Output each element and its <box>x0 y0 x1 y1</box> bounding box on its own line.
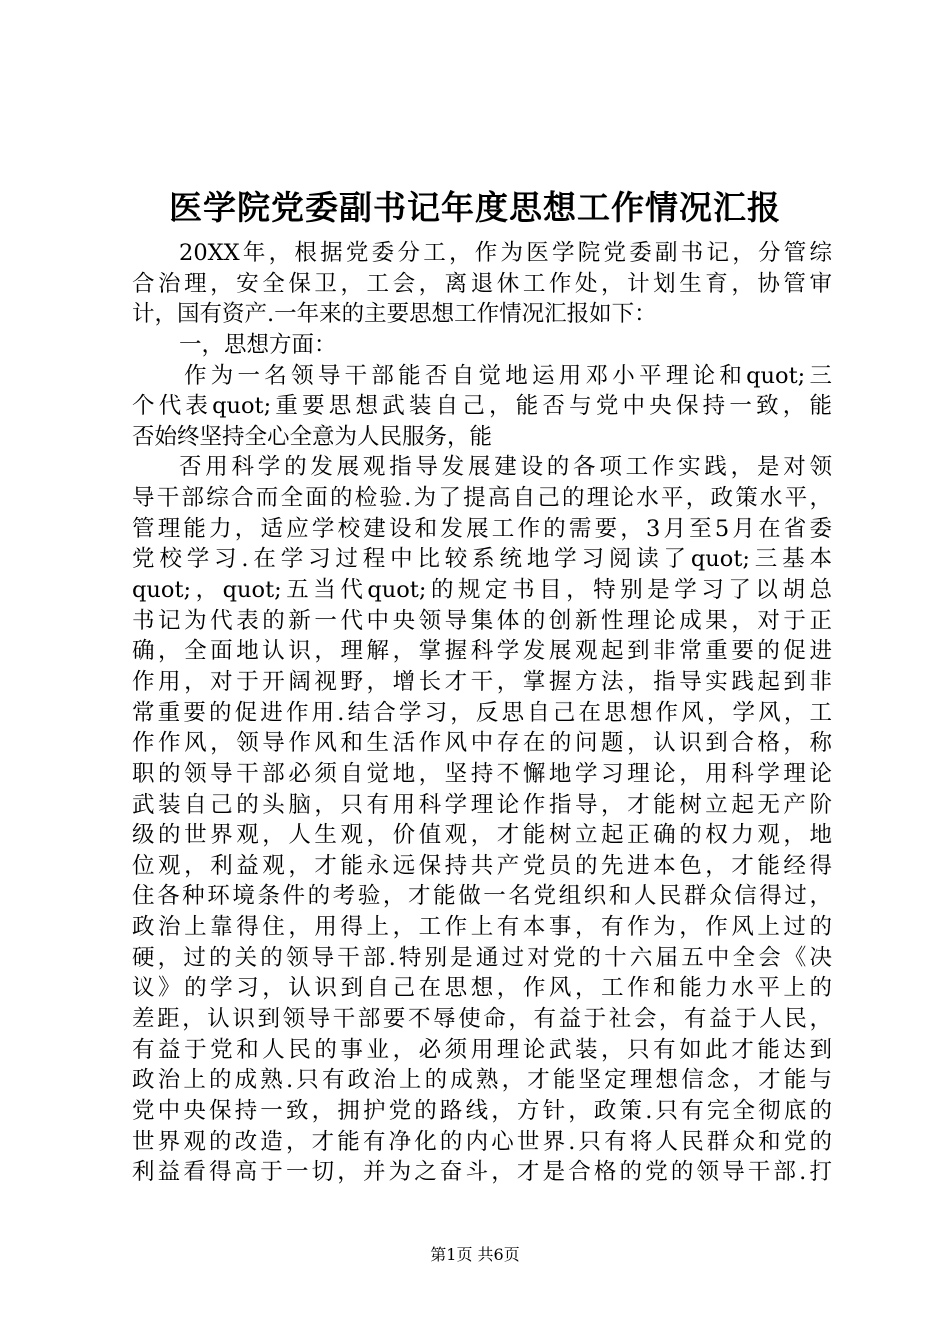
body-line: 管理能力，适应学校建设和发展工作的需要，3月至5月在省委 <box>132 515 832 542</box>
document-body <box>132 238 832 1188</box>
body-line: 作作风，领导作风和生活作风中存在的问题，认识到合格，称 <box>132 730 832 757</box>
body-line: 作为一名领导干部能否自觉地运用邓小平理论和quot;三 <box>184 362 832 389</box>
section-heading: 一，思想方面： <box>179 331 337 358</box>
body-line: 20XX年，根据党委分工，作为医学院党委副书记，分管综 <box>179 240 832 266</box>
body-line: 否始终坚持全心全意为人民服务，能 <box>132 423 493 450</box>
body-line: 政治上的成熟.只有政治上的成熟，才能坚定理想信念，才能与 <box>132 1067 832 1094</box>
body-line: 利益看得高于一切，并为之奋斗，才是合格的党的领导干部.打 <box>132 1159 832 1186</box>
body-line: 有益于党和人民的事业，必须用理论武装，只有如此才能达到 <box>132 1036 832 1063</box>
body-line: 党中央保持一致，拥护党的路线，方针，政策.只有完全彻底的 <box>132 1097 832 1124</box>
body-line: 住各种环境条件的考验，才能做一名党组织和人民群众信得过， <box>132 883 832 910</box>
body-line: 导干部综合而全面的检验.为了提高自己的理论水平，政策水平， <box>132 485 832 512</box>
body-line: 常重要的促进作用.结合学习，反思自己在思想作风，学风，工 <box>132 699 832 726</box>
body-line: 议》的学习，认识到自己在思想，作风，工作和能力水平上的 <box>132 975 832 1002</box>
body-line: 武装自己的头脑，只有用科学理论作指导，才能树立起无产阶 <box>132 791 832 818</box>
page-number-footer: 第1页 共6页 <box>430 1245 520 1264</box>
body-line: 位观，利益观，才能永远保持共产党员的先进本色，才能经得 <box>132 852 832 879</box>
body-line: 硬，过的关的领导干部.特别是通过对党的十六届五中全会《决 <box>132 944 832 971</box>
body-line: 政治上靠得住，用得上，工作上有本事，有作为，作风上过的 <box>132 914 832 941</box>
body-line: 差距，认识到领导干部要不辱使命，有益于社会，有益于人民， <box>132 1006 832 1033</box>
body-line: 合治理，安全保卫，工会，离退休工作处，计划生育，协管审 <box>132 270 832 297</box>
body-line: 确，全面地认识，理解，掌握科学发展观起到非常重要的促进 <box>132 638 832 665</box>
body-line: 否用科学的发展观指导发展建设的各项工作实践，是对领 <box>179 454 832 481</box>
body-line: 作用，对于开阔视野，增长才干，掌握方法，指导实践起到非 <box>132 668 832 695</box>
body-line: 个代表quot;重要思想武装自己，能否与党中央保持一致，能 <box>132 393 832 420</box>
body-line: 世界观的改造，才能有净化的内心世界.只有将人民群众和党的 <box>132 1128 832 1155</box>
body-line: 职的领导干部必须自觉地，坚持不懈地学习理论，用科学理论 <box>132 760 832 787</box>
document-title: 医学院党委副书记年度思想工作情况汇报 <box>169 188 781 227</box>
body-line: 书记为代表的新一代中央领导集体的创新性理论成果，对于正 <box>132 607 832 634</box>
body-line: 级的世界观，人生观，价值观，才能树立起正确的权力观，地 <box>132 822 832 849</box>
body-line: quot;，quot;五当代quot;的规定书目，特别是学习了以胡总 <box>132 577 832 604</box>
body-line: 党校学习.在学习过程中比较系统地学习阅读了quot;三基本 <box>132 546 832 573</box>
body-line: 计，国有资产.一年来的主要思想工作情况汇报如下： <box>132 301 657 328</box>
